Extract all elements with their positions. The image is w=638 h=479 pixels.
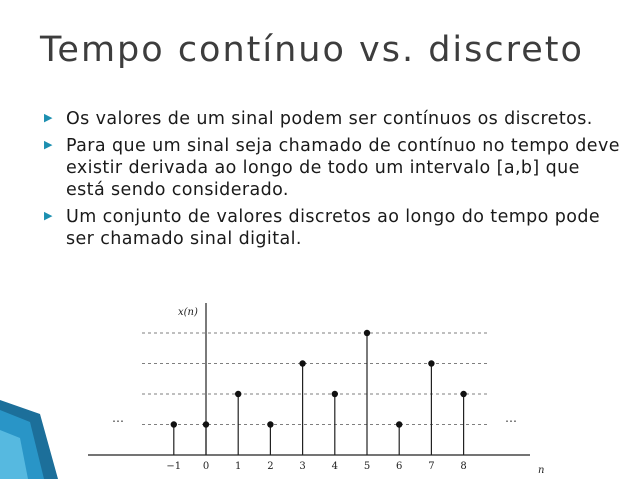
stem-point [267, 421, 273, 427]
stem-point [171, 421, 177, 427]
bullet-item [40, 206, 620, 250]
ellipsis-right: … [505, 411, 517, 425]
stem-point [332, 391, 338, 397]
bullet-text: Um conjunto de valores discretos ao longo do tempo pode ser chamado sinal digital. [66, 207, 601, 249]
ellipsis-left: … [112, 411, 124, 425]
stem-point [299, 360, 305, 366]
corner-decoration [0, 400, 60, 479]
stem-point [428, 360, 434, 366]
x-axis-label: n [538, 465, 545, 476]
stem-point [235, 391, 241, 397]
x-tick-label: 2 [267, 461, 274, 472]
plot-gridlines [142, 333, 490, 425]
plot-tick-labels [166, 461, 466, 472]
stem-plot [80, 295, 550, 479]
x-tick-label: 8 [460, 461, 467, 472]
x-tick-label: 1 [235, 461, 242, 472]
x-tick-label: −1 [166, 461, 182, 472]
bullet-item [40, 108, 620, 130]
arrow-right-icon: ▶ [44, 209, 53, 222]
x-tick-label: 5 [363, 461, 371, 472]
arrow-right-icon: ▶ [44, 111, 53, 124]
arrow-right-icon: ▶ [44, 138, 53, 151]
x-tick-label: 0 [202, 461, 210, 472]
y-axis-label: x(n) [178, 307, 198, 318]
x-tick-label: 7 [428, 461, 435, 472]
x-tick-label: 3 [299, 461, 306, 472]
plot-stems [171, 330, 467, 455]
stem-point [203, 421, 209, 427]
bullet-text: Os valores de um sinal podem ser contínuos os discretos. [66, 109, 593, 129]
stem-point [364, 330, 370, 336]
stem-point [396, 421, 402, 427]
x-tick-label: 4 [331, 461, 338, 472]
slide-title: Tempo contínuo vs. discreto [40, 30, 584, 70]
x-tick-label: 6 [396, 461, 403, 472]
stem-point [460, 391, 466, 397]
bullet-item [40, 135, 620, 201]
bullet-text: Para que um sinal seja chamado de contínuo no tempo deve existir derivada ao longo de todo um intervalo [a,b] que está sendo considerado. [66, 136, 620, 200]
bullet-list [40, 108, 620, 255]
